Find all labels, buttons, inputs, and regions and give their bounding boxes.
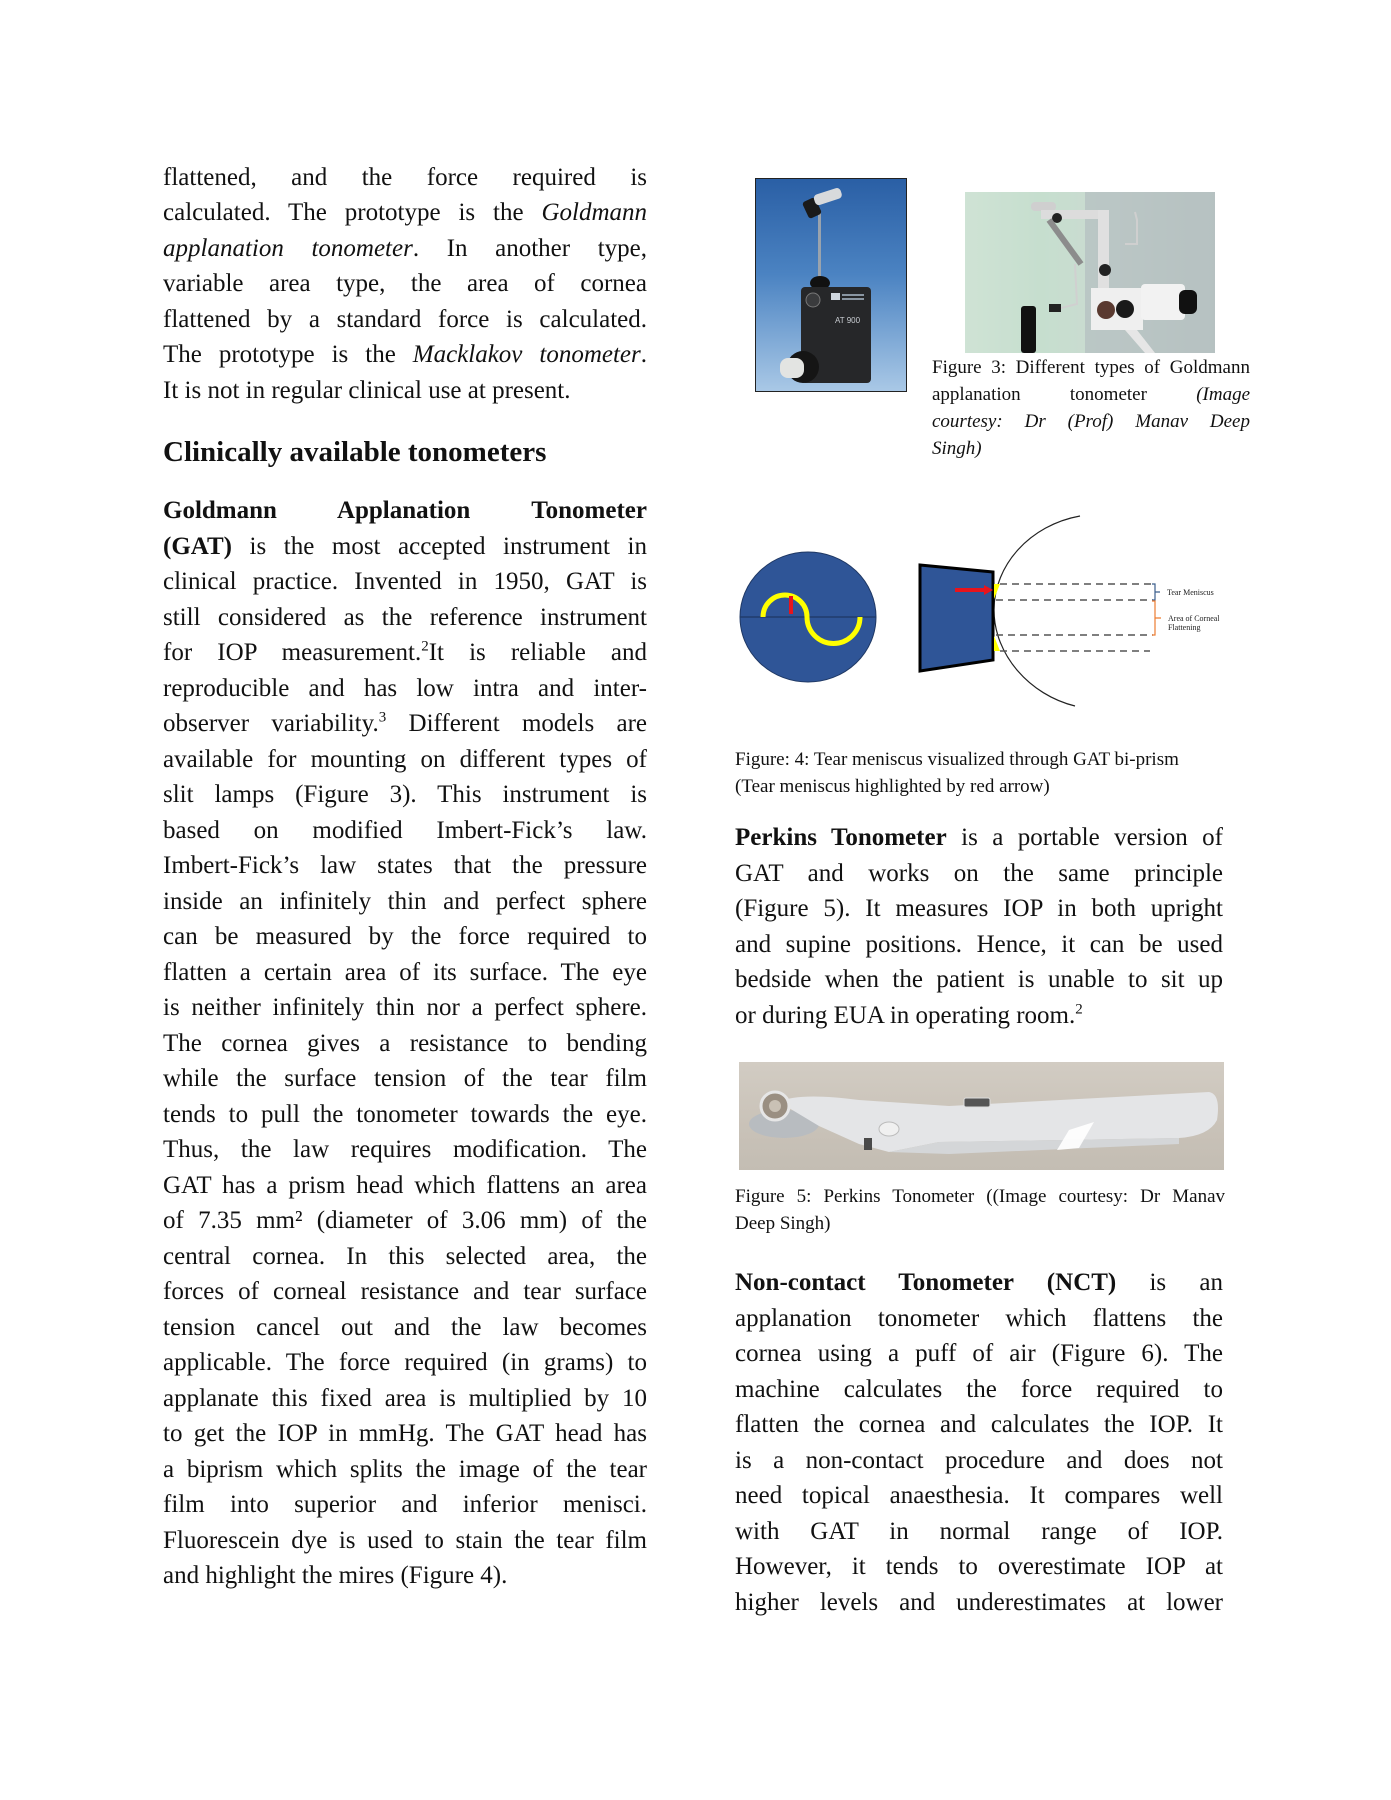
bold-term: Perkins Tonometer: [735, 824, 947, 851]
paragraph-line: cornea using a puff of air (Figure 6). The: [735, 1340, 1223, 1367]
caption-line: Figure 5: Perkins Tonometer ((Image courtesy: Dr Manav: [735, 1186, 1225, 1207]
text: It is reliable and: [428, 639, 647, 666]
text: . In another type,: [412, 235, 647, 262]
paragraph-line: inside an infinitely thin and perfect sphere: [163, 888, 647, 915]
paragraph-line: forces of corneal resistance and tear surface: [163, 1278, 647, 1305]
paragraph-line: and highlight the mires (Figure 4).: [163, 1562, 508, 1589]
paragraph-line: while the surface tension of the tear film: [163, 1065, 647, 1092]
citation-superscript: 3: [378, 709, 387, 726]
paragraph-line: is neither infinitely thin nor a perfect sphere.: [163, 994, 647, 1021]
paragraph-line: tension cancel out and the law becomes: [163, 1314, 647, 1341]
paragraph-line: [735, 1001, 1223, 1031]
paragraph-line: Imbert-Fick’s law states that the pressure: [163, 852, 647, 879]
paragraph-line: Thus, the law requires modification. The: [163, 1136, 647, 1163]
italic-text: Singh): [932, 438, 982, 459]
paragraph-line: and supine positions. Hence, it can be used: [735, 931, 1223, 958]
paragraph-line: still considered as the reference instrument: [163, 604, 647, 631]
paragraph-line: need topical anaesthesia. It compares well: [735, 1482, 1223, 1509]
tear-meniscus-label: Tear Meniscus: [1167, 588, 1214, 597]
text: is a portable version of: [946, 824, 1223, 851]
tear-meniscus-brace: [1152, 584, 1160, 600]
tonometer-illustration: [756, 179, 907, 392]
paragraph-line: [163, 709, 647, 739]
paragraph-line: based on modified Imbert-Fick’s law.: [163, 817, 647, 844]
caption-line: Figure: 4: Tear meniscus visualized through GAT bi-prism: [735, 749, 1179, 770]
paragraph-line: flattened by a standard force is calculated.: [163, 306, 647, 333]
paragraph-line: with GAT in normal range of IOP.: [735, 1518, 1223, 1545]
italic-term: applanation tonometer: [163, 235, 413, 262]
paragraph-line: Fluorescein dye is used to stain the tear film: [163, 1527, 647, 1554]
text: The prototype is the: [163, 341, 413, 368]
caption-line: Deep Singh): [735, 1213, 831, 1234]
paragraph-line: applanate this fixed area is multiplied by 10: [163, 1385, 647, 1412]
paragraph-line: higher levels and underestimates at lower: [735, 1589, 1223, 1616]
cornea-arc: [994, 516, 1080, 706]
paragraph-line: flattened, and the force required is: [163, 164, 647, 191]
figure5-perkins-photo: [739, 1062, 1224, 1170]
corneal-flattening-label: Area of Corneal: [1168, 614, 1220, 623]
text: for IOP measurement.: [163, 639, 422, 666]
paragraph-line: Goldmann Applanation Tonometer: [163, 497, 647, 524]
corneal-flattening-brace: [1152, 601, 1161, 635]
bold-term: (GAT): [163, 533, 232, 560]
paragraph-line: [163, 638, 647, 668]
paragraph-line: to get the IOP in mmHg. The GAT head has: [163, 1420, 647, 1447]
text: Different models are: [386, 710, 647, 737]
paragraph-line: clinical practice. Invented in 1950, GAT is: [163, 568, 647, 595]
text: is an: [1116, 1269, 1223, 1296]
figure3-slitlamp-photo: [965, 192, 1215, 353]
paragraph-line: is a non-contact procedure and does not: [735, 1447, 1223, 1474]
italic-text: (Image: [1196, 384, 1250, 405]
paragraph-line: applicable. The force required (in grams) to: [163, 1349, 647, 1376]
paragraph-line: central cornea. In this selected area, the: [163, 1243, 647, 1270]
paragraph-line: However, it tends to overestimate IOP at: [735, 1553, 1223, 1580]
paragraph-line: [735, 1268, 1223, 1298]
paragraph-line: tends to pull the tonometer towards the eye.: [163, 1101, 647, 1128]
paragraph-line: machine calculates the force required to: [735, 1376, 1223, 1403]
figure3-gat-tonometer-photo: [755, 178, 907, 392]
paragraph-line: slit lamps (Figure 3). This instrument is: [163, 781, 647, 808]
paragraph-line: It is not in regular clinical use at present.: [163, 377, 571, 404]
paragraph-line: reproducible and has low intra and inter-: [163, 675, 647, 702]
paragraph-line: [163, 234, 647, 264]
paragraph-line: GAT has a prism head which flattens an area: [163, 1172, 647, 1199]
perkins-illustration: [739, 1062, 1224, 1170]
gat-biprism-diagram: [730, 505, 1250, 725]
paragraph-line: can be measured by the force required to: [163, 923, 647, 950]
caption-line: [932, 437, 1250, 461]
prism-head: [920, 565, 993, 671]
paragraph-line: flatten the cornea and calculates the IOP. It: [735, 1411, 1223, 1438]
text: .: [640, 341, 647, 368]
caption-line: [932, 410, 1250, 434]
caption-line: (Tear meniscus highlighted by red arrow): [735, 776, 1050, 797]
text: is the most accepted instrument in: [231, 533, 647, 560]
paragraph-line: applanation tonometer which flattens the: [735, 1305, 1223, 1332]
italic-term: Goldmann: [541, 199, 647, 226]
paragraph-line: [163, 340, 647, 370]
text: or during EUA in operating room.: [735, 1002, 1076, 1029]
model-label: AT 900: [835, 316, 861, 325]
paragraph-line: variable area type, the area of cornea: [163, 270, 647, 297]
italic-term: Macklakov tonometer: [412, 341, 641, 368]
paragraph-line: [163, 532, 647, 562]
section-heading: Clinically available tonometers: [163, 436, 547, 468]
caption-line: [932, 383, 1250, 407]
citation-superscript: 2: [421, 638, 429, 655]
bold-term: Non-contact Tonometer (NCT): [735, 1269, 1117, 1296]
paragraph-line: GAT and works on the same principle: [735, 860, 1223, 887]
paragraph-line: bedside when the patient is unable to sit up: [735, 966, 1223, 993]
citation-superscript: 2: [1075, 1001, 1083, 1018]
slitlamp-illustration: [965, 192, 1215, 353]
text: calculated. The prototype is the: [163, 199, 542, 226]
caption-line: Figure 3: Different types of Goldmann: [932, 357, 1250, 378]
figure4-diagram: [730, 505, 1250, 725]
paragraph-line: available for mounting on different types of: [163, 746, 647, 773]
corneal-flattening-label: Flattening: [1168, 623, 1201, 632]
text: observer variability.: [163, 710, 379, 737]
paragraph-line: a biprism which splits the image of the tear: [163, 1456, 647, 1483]
paragraph-line: film into superior and inferior menisci.: [163, 1491, 647, 1518]
paragraph-line: (Figure 5). It measures IOP in both upright: [735, 895, 1223, 922]
paragraph-line: [735, 823, 1223, 853]
paragraph-line: flatten a certain area of its surface. The eye: [163, 959, 647, 986]
italic-text: courtesy: Dr (Prof) Manav Deep: [932, 411, 1250, 432]
paragraph-line: The cornea gives a resistance to bending: [163, 1030, 647, 1057]
text: applanation tonometer: [932, 384, 1197, 405]
paragraph-line: [163, 198, 647, 228]
paragraph-line: of 7.35 mm² (diameter of 3.06 mm) of the: [163, 1207, 647, 1234]
